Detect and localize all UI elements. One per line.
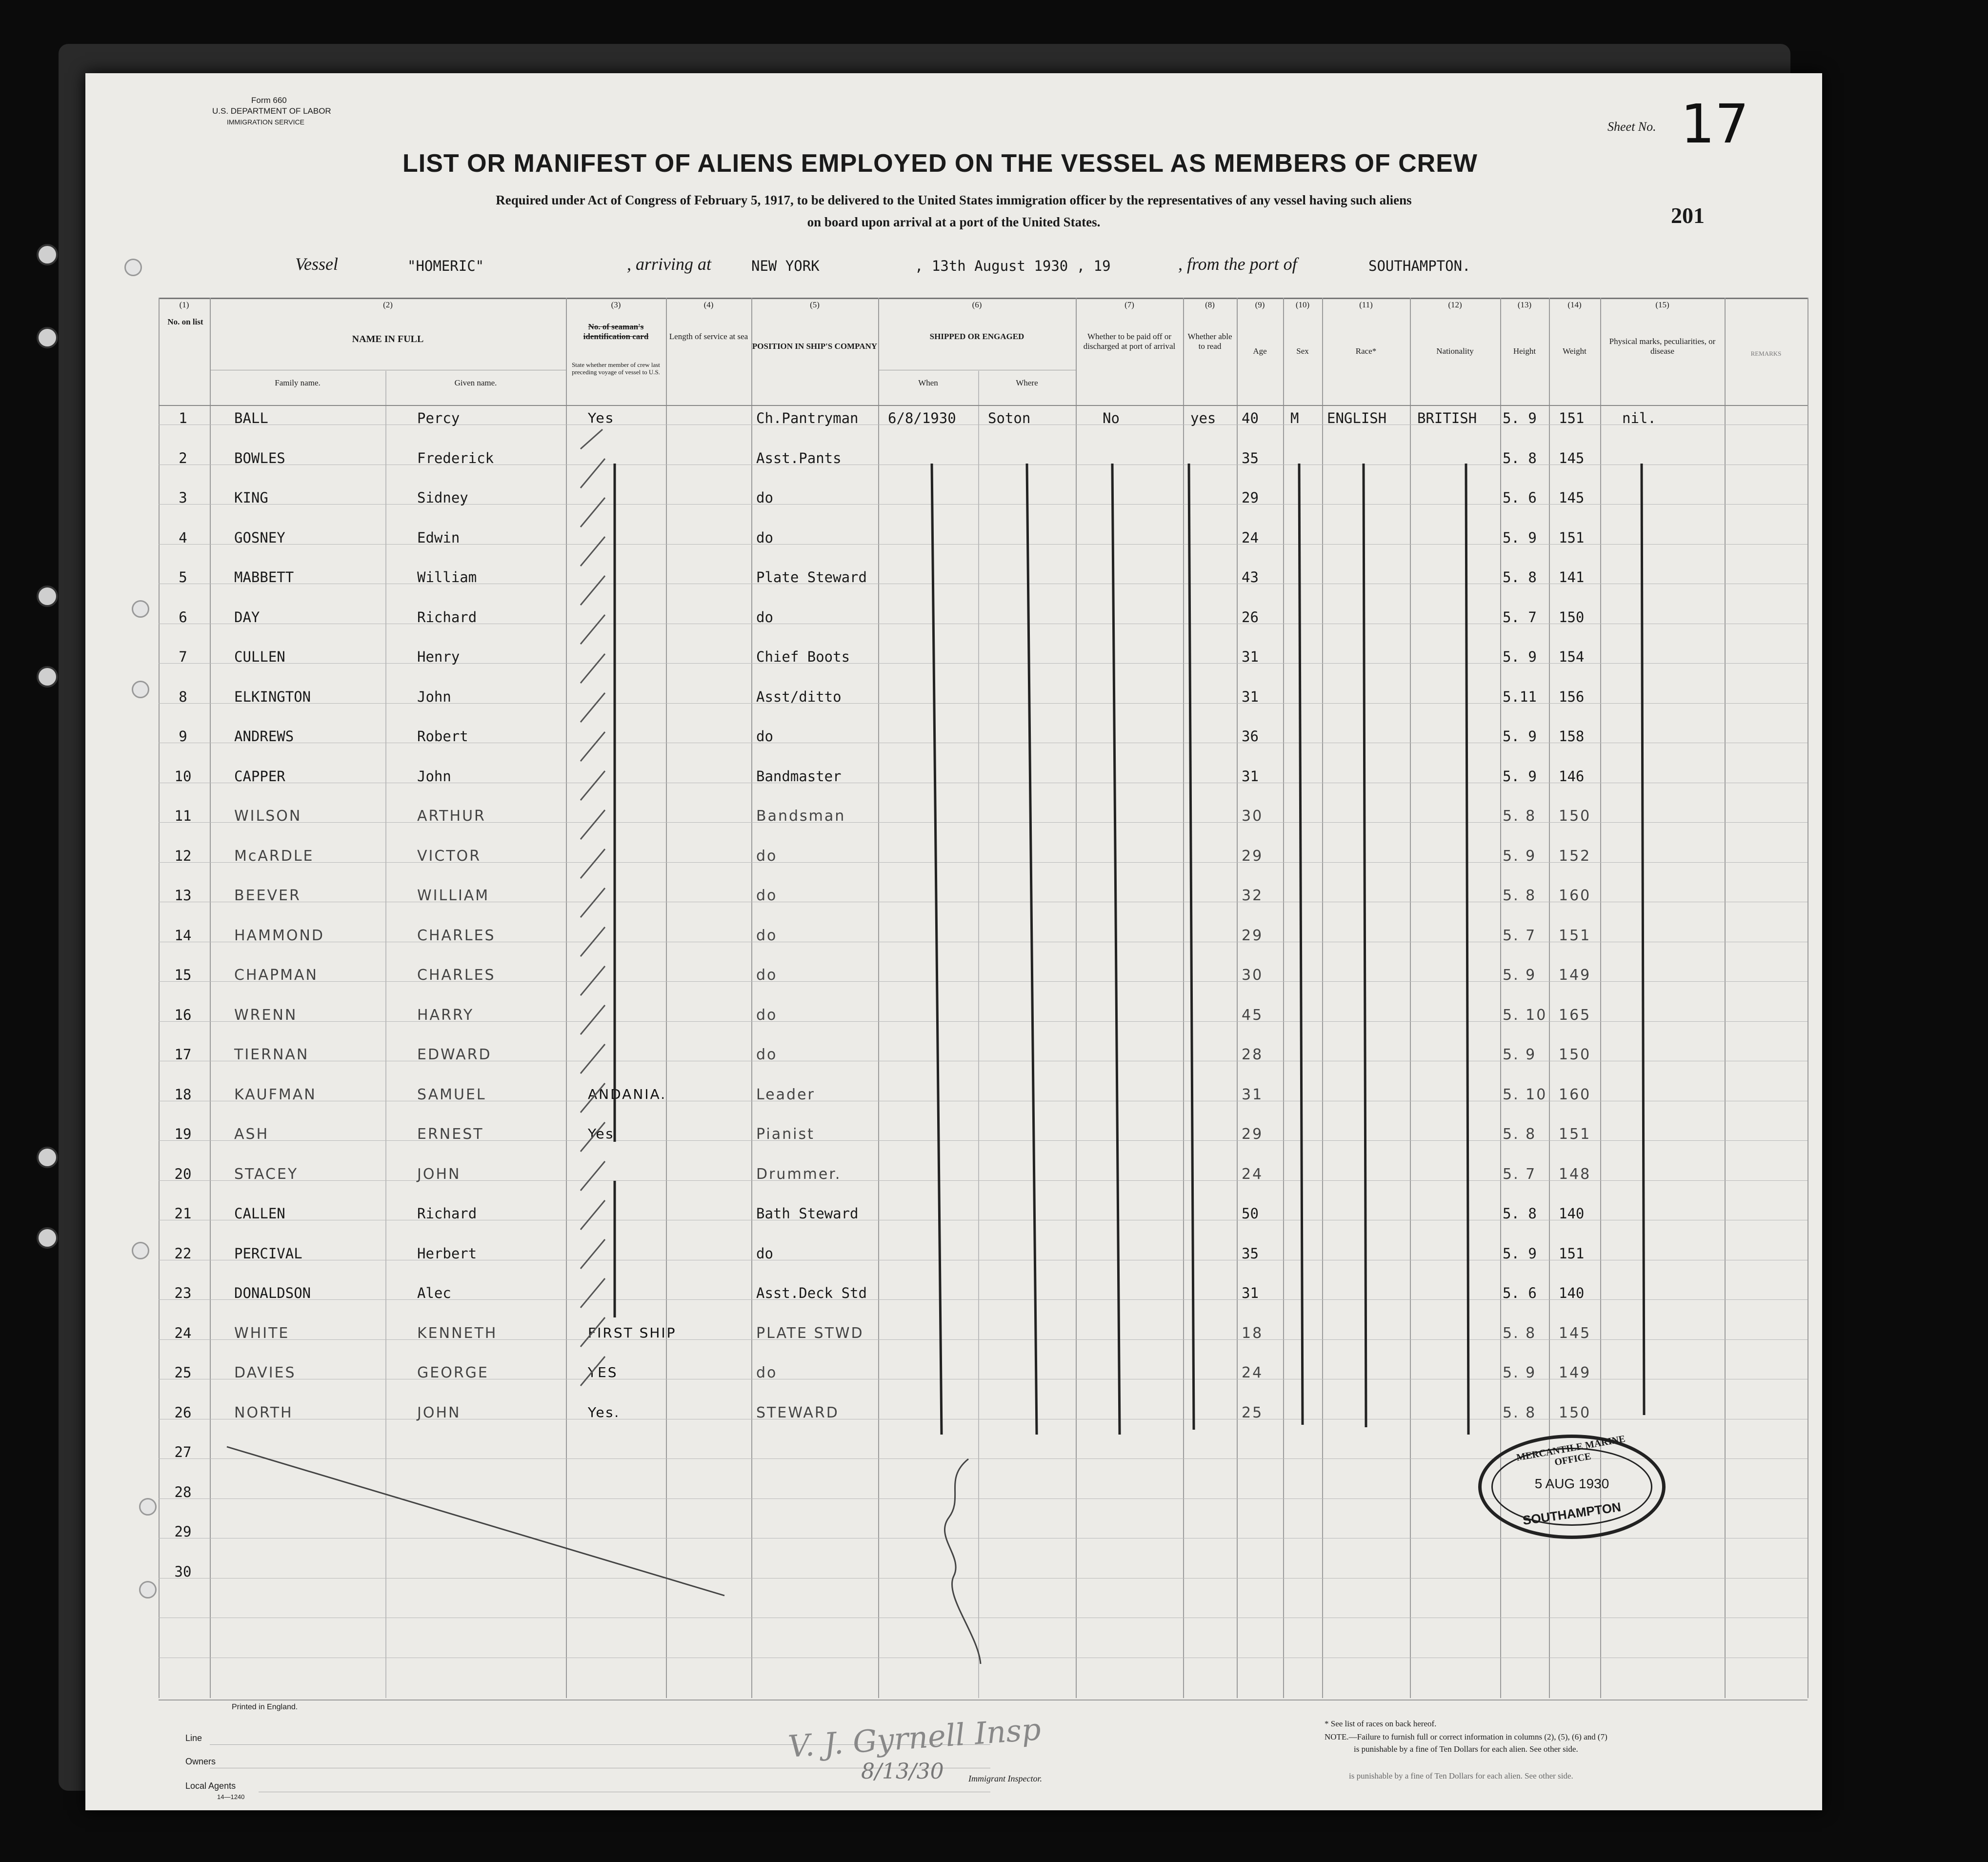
family-name: TIERNAN: [234, 1046, 309, 1063]
row-number: 16: [174, 1006, 192, 1023]
header-age: Age: [1253, 346, 1267, 356]
col-num-14: (14): [1567, 300, 1582, 309]
weight-value: 156: [1559, 688, 1585, 705]
col-num-15: (15): [1655, 300, 1669, 309]
header-paid-off: Whether to be paid off or discharged at port of arrival: [1083, 332, 1176, 351]
owners-label: Owners: [185, 1757, 216, 1766]
col-num-10: (10): [1295, 300, 1310, 309]
given-name: KENNETH: [417, 1324, 498, 1342]
age-value: 31: [1242, 1086, 1264, 1103]
header-where: Where: [1016, 378, 1038, 387]
subtitle-line-2: on board upon arrival at a port of the United States.: [807, 215, 1101, 229]
weight-value: 152: [1559, 847, 1591, 865]
given-name: John: [417, 768, 451, 785]
family-name: BEEVER: [234, 887, 301, 904]
local-agents-label: Local Agents: [185, 1781, 236, 1791]
position-value: PLATE STWD: [756, 1324, 864, 1342]
note-line-3: is punishable by a fine of Ten Dollars for each alien. See other side.: [1349, 1771, 1573, 1781]
given-name: CHARLES: [417, 967, 496, 984]
height-value: 5.11: [1503, 688, 1537, 705]
row-number: 2: [179, 449, 187, 466]
header-able-read: Whether able to read: [1187, 332, 1232, 351]
age-value: 35: [1242, 1245, 1259, 1262]
ditto-line: [1364, 464, 1366, 1427]
given-name: Henry: [417, 648, 460, 665]
given-name: Robert: [417, 728, 468, 745]
weight-value: 160: [1559, 887, 1591, 904]
given-name: CHARLES: [417, 927, 496, 944]
ditto-line: [932, 464, 942, 1435]
able-read-value: yes: [1190, 410, 1216, 426]
col-num-1: (1): [179, 300, 189, 309]
family-name: KAUFMAN: [234, 1086, 317, 1103]
id-card-value: Yes: [588, 1126, 615, 1142]
row-number: 22: [174, 1245, 192, 1262]
physical-marks-value: nil.: [1622, 410, 1656, 426]
position-value: do: [756, 529, 773, 546]
row-number: 11: [174, 808, 192, 824]
height-value: 5. 9: [1503, 967, 1537, 984]
given-name: JOHN: [417, 1404, 461, 1421]
position-value: Leader: [756, 1086, 815, 1103]
header-sex: Sex: [1296, 346, 1309, 356]
sheet-label: Sheet No.: [1607, 120, 1656, 134]
col-num-7: (7): [1125, 300, 1134, 309]
position-value: do: [756, 1245, 773, 1262]
height-value: 5. 10: [1503, 1086, 1547, 1103]
position-value: do: [756, 728, 773, 745]
header-weight: Weight: [1563, 346, 1586, 356]
row-number: 20: [174, 1165, 192, 1182]
weight-value: 141: [1559, 569, 1585, 586]
height-value: 5. 8: [1503, 1126, 1537, 1143]
weight-value: 150: [1559, 608, 1585, 626]
age-value: 40: [1242, 410, 1259, 426]
row-number: 29: [174, 1523, 192, 1540]
family-name: STACEY: [234, 1165, 299, 1183]
row-number: 27: [174, 1444, 192, 1460]
weight-value: 146: [1559, 768, 1585, 785]
header-when: When: [918, 378, 938, 387]
age-value: 29: [1242, 1126, 1264, 1143]
given-name: EDWARD: [417, 1046, 492, 1063]
weight-value: 151: [1559, 1126, 1591, 1143]
position-value: Bandsman: [756, 808, 846, 825]
family-name: PERCIVAL: [234, 1245, 302, 1262]
given-name: GEORGE: [417, 1364, 489, 1381]
height-value: 5. 6: [1503, 1285, 1537, 1301]
ditto-line: [1642, 464, 1644, 1415]
position-value: do: [756, 1364, 778, 1381]
row-number: 19: [174, 1126, 192, 1142]
height-value: 5. 8: [1503, 569, 1537, 586]
row-number: 12: [174, 847, 192, 864]
given-name: WILLIAM: [417, 887, 490, 904]
row-number: 17: [174, 1046, 192, 1063]
age-value: 30: [1242, 967, 1264, 984]
weight-value: 145: [1559, 449, 1585, 466]
col-num-12: (12): [1448, 300, 1462, 309]
age-value: 31: [1242, 648, 1259, 665]
header-race: Race*: [1355, 346, 1377, 356]
given-name: Percy: [417, 410, 460, 426]
age-value: 36: [1242, 728, 1259, 745]
vessel-label: Vessel: [295, 254, 338, 274]
col-num-6: (6): [972, 300, 982, 309]
position-value: Chief Boots: [756, 648, 850, 665]
weight-value: 151: [1559, 529, 1585, 546]
weight-value: 151: [1559, 410, 1585, 426]
stamp-date: 5 AUG 1930: [1534, 1476, 1609, 1491]
family-name: ASH: [234, 1126, 269, 1143]
age-value: 31: [1242, 688, 1259, 705]
row-number: 24: [174, 1324, 192, 1341]
row-number: 15: [174, 967, 192, 983]
arriving-label: , arriving at: [627, 254, 712, 274]
header-shipped: SHIPPED OR ENGAGED: [929, 332, 1024, 341]
family-name: DAVIES: [234, 1364, 296, 1381]
row-number: 8: [179, 688, 187, 705]
position-value: Pianist: [756, 1126, 815, 1143]
age-value: 25: [1242, 1404, 1264, 1421]
col-num-8: (8): [1205, 300, 1215, 309]
given-name: JOHN: [417, 1165, 461, 1183]
ditto-line: [1299, 464, 1303, 1425]
header-length-service: Length of service at sea: [669, 332, 748, 341]
family-name: BOWLES: [234, 449, 285, 466]
given-name: Richard: [417, 608, 477, 626]
header-position: POSITION IN SHIP'S COMPANY: [752, 342, 878, 351]
given-name: Edwin: [417, 529, 460, 546]
row-number: 30: [174, 1563, 192, 1580]
ditto-line: [1189, 464, 1194, 1430]
family-name: WHITE: [234, 1324, 290, 1342]
agents-code: 14—1240: [217, 1793, 245, 1801]
position-value: do: [756, 967, 778, 984]
family-name: MABBETT: [234, 569, 294, 586]
position-value: Bath Steward: [756, 1205, 859, 1222]
binder-hole: [37, 244, 58, 265]
binder-hole: [37, 1227, 58, 1249]
weight-value: 140: [1559, 1205, 1585, 1222]
row-number: 9: [179, 728, 187, 745]
row-number: 5: [179, 569, 187, 586]
weight-value: 151: [1559, 1245, 1585, 1262]
header-name-in-full: NAME IN FULL: [352, 334, 424, 344]
col-num-11: (11): [1359, 300, 1373, 309]
height-value: 5. 8: [1503, 449, 1537, 466]
header-id-card-note: State whether member of crew last preceding voyage of vessel to U.S.: [572, 361, 660, 376]
weight-value: 145: [1559, 1324, 1591, 1342]
row-number: 14: [174, 927, 192, 944]
given-name: VICTOR: [417, 847, 482, 865]
header-physical-marks: Physical marks, peculiarities, or disease: [1609, 337, 1716, 356]
height-value: 5. 9: [1503, 768, 1537, 785]
pen-scribble: [944, 1459, 981, 1664]
row-number: 10: [174, 768, 192, 785]
family-name: WRENN: [234, 1006, 298, 1024]
position-value: Plate Steward: [756, 569, 867, 586]
given-name: Alec: [417, 1285, 451, 1301]
weight-value: 160: [1559, 1086, 1591, 1103]
department-name: U.S. DEPARTMENT OF LABOR: [212, 106, 331, 116]
age-value: 32: [1242, 887, 1264, 904]
page-title: LIST OR MANIFEST OF ALIENS EMPLOYED ON THE VESSEL AS MEMBERS OF CREW: [402, 149, 1478, 178]
age-value: 45: [1242, 1006, 1264, 1024]
col-num-2: (2): [383, 300, 393, 309]
header-family-name: Family name.: [275, 378, 321, 387]
row-number: 7: [179, 648, 187, 665]
row-number: 23: [174, 1285, 192, 1301]
age-value: 50: [1242, 1205, 1259, 1222]
position-value: Asst.Pants: [756, 449, 842, 466]
height-value: 5. 9: [1503, 1046, 1537, 1063]
inspector-label: Immigrant Inspector.: [968, 1774, 1042, 1783]
stamp-top-text: MERCANTILE MARINE OFFICE: [1515, 1433, 1627, 1468]
weight-value: 149: [1559, 967, 1591, 984]
weight-value: 150: [1559, 808, 1591, 825]
position-value: do: [756, 1006, 778, 1024]
given-name: ARTHUR: [417, 808, 486, 825]
family-name: NORTH: [234, 1404, 293, 1421]
age-value: 29: [1242, 489, 1259, 506]
header-nationality: Nationality: [1436, 346, 1474, 356]
check-marks: [581, 429, 605, 1386]
age-value: 30: [1242, 808, 1264, 825]
age-value: 35: [1242, 449, 1259, 466]
note-line-1: NOTE.—Failure to furnish full or correct information in columns (2), (5), (6) and (7): [1325, 1732, 1607, 1741]
given-name: John: [417, 688, 451, 705]
shipped-where: Soton: [988, 410, 1031, 426]
weight-value: 145: [1559, 489, 1585, 506]
height-value: 5. 9: [1503, 648, 1537, 665]
col-num-9: (9): [1255, 300, 1265, 309]
family-name: DONALDSON: [234, 1285, 311, 1301]
height-value: 5. 8: [1503, 1404, 1537, 1421]
given-name: SAMUEL: [417, 1086, 486, 1103]
height-value: 5. 9: [1503, 1245, 1537, 1262]
ditto-line: [1027, 464, 1037, 1435]
header-height: Height: [1513, 346, 1536, 356]
sheet-number: 17: [1681, 93, 1749, 155]
given-name: Herbert: [417, 1245, 477, 1262]
manifest-page: [85, 73, 1822, 1810]
age-value: 24: [1242, 1165, 1264, 1183]
row-number: 18: [174, 1086, 192, 1103]
position-value: do: [756, 847, 778, 865]
family-name: GOSNEY: [234, 529, 285, 546]
family-name: CAPPER: [234, 768, 285, 785]
position-value: do: [756, 887, 778, 904]
position-value: Asst.Deck Std: [756, 1285, 867, 1301]
ditto-line: [1466, 464, 1468, 1435]
age-value: 24: [1242, 529, 1259, 546]
row-number: 3: [179, 489, 187, 506]
page-number: 201: [1671, 203, 1705, 228]
height-value: 5. 9: [1503, 728, 1537, 745]
age-value: 29: [1242, 847, 1264, 865]
row-number: 26: [174, 1404, 192, 1421]
given-name: Sidney: [417, 489, 468, 506]
height-value: 5. 9: [1503, 1364, 1537, 1381]
position-value: STEWARD: [756, 1404, 839, 1421]
id-card-value: Yes: [588, 410, 615, 426]
family-name: ELKINGTON: [234, 688, 311, 705]
age-value: 29: [1242, 927, 1264, 944]
position-value: do: [756, 927, 778, 944]
family-name: CALLEN: [234, 1205, 285, 1222]
row-number: 13: [174, 887, 192, 904]
printed-note: Printed in England.: [232, 1703, 298, 1711]
row-number: 28: [174, 1483, 192, 1500]
row-number: 1: [179, 410, 187, 426]
row-number: 25: [174, 1364, 192, 1381]
family-name: WILSON: [234, 808, 302, 825]
from-port: SOUTHAMPTON.: [1368, 258, 1471, 274]
age-value: 28: [1242, 1046, 1264, 1063]
height-value: 5. 7: [1503, 927, 1537, 944]
height-value: 5. 7: [1503, 608, 1537, 626]
height-value: 5. 7: [1503, 1165, 1537, 1183]
form-number: Form 660: [251, 96, 287, 105]
id-card-value: ANDANIA.: [588, 1086, 667, 1102]
height-value: 5. 8: [1503, 1205, 1537, 1222]
race-footnote: * See list of races on back hereof.: [1325, 1719, 1437, 1728]
given-name: HARRY: [417, 1006, 474, 1024]
arriving-port: NEW YORK: [751, 258, 820, 274]
family-name: McARDLE: [234, 847, 314, 865]
subtitle-line-1: Required under Act of Congress of February 5, 1917, to be delivered to the United States immigration officer by the representatives of any vessel having such aliens: [496, 193, 1412, 207]
height-value: 5. 10: [1503, 1006, 1547, 1024]
binder-hole: [37, 1147, 58, 1168]
height-value: 5. 9: [1503, 529, 1537, 546]
row-number: 21: [174, 1205, 192, 1222]
binder-hole: [37, 586, 58, 607]
header-remarks: REMARKS: [1750, 350, 1782, 357]
height-value: 5. 8: [1503, 1324, 1537, 1342]
row-number: 6: [179, 608, 187, 626]
ditto-line: [1112, 464, 1120, 1435]
height-value: 5. 9: [1503, 847, 1537, 865]
annotation-marks: [85, 73, 1822, 1810]
header-no-on-list: No. on list: [167, 317, 203, 326]
from-port-label: , from the port of: [1178, 254, 1297, 274]
col-num-5: (5): [810, 300, 820, 309]
age-value: 26: [1242, 608, 1259, 626]
header-id-card: No. of seaman's identification card: [583, 322, 649, 341]
weight-value: 140: [1559, 1285, 1585, 1301]
age-value: 24: [1242, 1364, 1264, 1381]
vessel-name: "HOMERIC": [407, 258, 484, 274]
height-value: 5. 6: [1503, 489, 1537, 506]
age-value: 31: [1242, 1285, 1259, 1301]
id-card-value: Yes.: [588, 1404, 621, 1420]
age-value: 31: [1242, 768, 1259, 785]
position-value: Ch.Pantryman: [756, 410, 859, 426]
col-num-13: (13): [1517, 300, 1532, 309]
strike-through-line: [227, 1447, 724, 1596]
binder-hole: [37, 327, 58, 348]
arrival-date: , 13th August 1930 , 19: [915, 258, 1111, 274]
signature-date: 8/13/30: [861, 1759, 944, 1784]
given-name: William: [417, 569, 477, 586]
given-name: Frederick: [417, 449, 494, 466]
weight-value: 151: [1559, 927, 1591, 944]
given-name: ERNEST: [417, 1126, 484, 1143]
nationality-value: BRITISH: [1417, 410, 1477, 426]
height-value: 5. 8: [1503, 808, 1537, 825]
age-value: 43: [1242, 569, 1259, 586]
weight-value: 158: [1559, 728, 1585, 745]
weight-value: 165: [1559, 1006, 1591, 1024]
line-label: Line: [185, 1733, 202, 1743]
family-name: BALL: [234, 410, 268, 426]
paid-off-value: No: [1103, 410, 1120, 426]
sex-value: M: [1290, 410, 1299, 426]
position-value: do: [756, 1046, 778, 1063]
weight-value: 150: [1559, 1046, 1591, 1063]
weight-value: 148: [1559, 1165, 1591, 1183]
col-num-4: (4): [703, 300, 714, 309]
height-value: 5. 9: [1503, 410, 1537, 426]
weight-value: 154: [1559, 648, 1585, 665]
race-value: ENGLISH: [1327, 410, 1387, 426]
family-name: CHAPMAN: [234, 967, 318, 984]
family-name: HAMMOND: [234, 927, 325, 944]
position-value: Asst/ditto: [756, 688, 842, 705]
binder-hole: [37, 666, 58, 688]
id-card-value: YES: [588, 1364, 618, 1380]
position-value: do: [756, 608, 773, 626]
family-name: DAY: [234, 608, 260, 626]
family-name: ANDREWS: [234, 728, 294, 745]
weight-value: 149: [1559, 1364, 1591, 1381]
shipped-when: 6/8/1930: [888, 410, 956, 426]
position-value: Drummer.: [756, 1165, 842, 1183]
family-name: CULLEN: [234, 648, 285, 665]
family-name: KING: [234, 489, 268, 506]
given-name: Richard: [417, 1205, 477, 1222]
weight-value: 150: [1559, 1404, 1591, 1421]
inspector-signature: V. J. Gyrnell Insp: [787, 1711, 1042, 1765]
height-value: 5. 8: [1503, 887, 1537, 904]
note-line-2: is punishable by a fine of Ten Dollars for each alien. See other side.: [1354, 1744, 1578, 1754]
age-value: 18: [1242, 1324, 1264, 1342]
id-card-value: FIRST SHIP: [588, 1324, 677, 1341]
col-num-3: (3): [611, 300, 621, 309]
header-given-name: Given name.: [454, 378, 497, 387]
service-name: IMMIGRATION SERVICE: [227, 118, 304, 126]
mercantile-marine-stamp: [1478, 1435, 1666, 1539]
row-number: 4: [179, 529, 187, 546]
stamp-bottom-text: SOUTHAMPTON: [1522, 1499, 1622, 1528]
position-value: do: [756, 489, 773, 506]
position-value: Bandmaster: [756, 768, 842, 785]
